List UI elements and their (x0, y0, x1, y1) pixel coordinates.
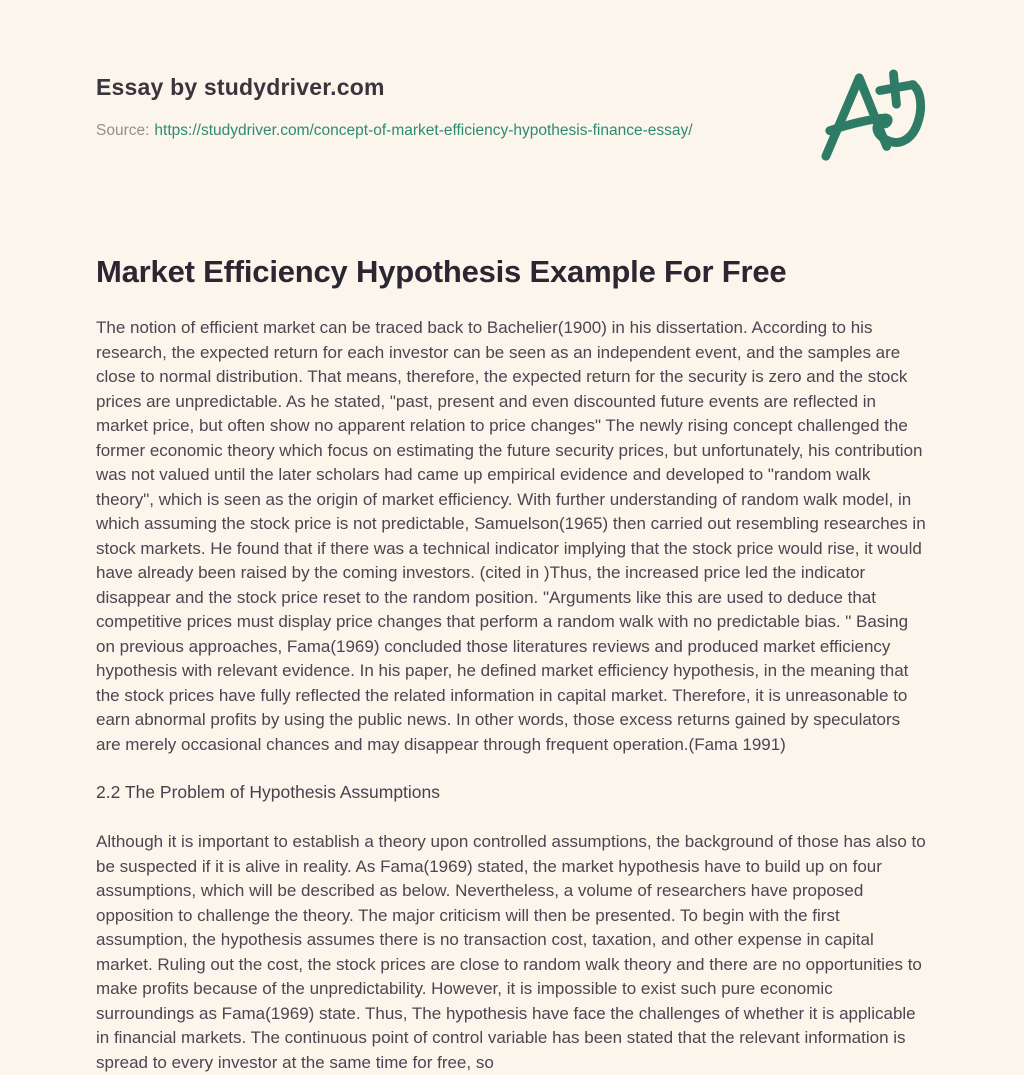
a-plus-logo-icon (810, 68, 928, 166)
essay-paragraph-2: Although it is important to establish a theory upon controlled assumptions, the background of those has also to be suspected if it is alive in reality. As Fama(1969) stated, the market hypothesis have to build up on four assumptions, which will be described as below. Nevertheless, a volume of researchers have proposed opposition to challenge the theory. The major criticism will then be presented. To begin with the first assumption, the hypothesis assumes there is no transaction cost, taxation, and other expense in capital market. Ruling out the cost, the stock prices are close to random walk theory and there are no opportunities to make profits because of the unpredictability. However, it is impossible to exist such pure economic surroundings as Fama(1969) state. Thus, The hypothesis have face the challenges of whether it is applicable in financial markets. The continuous point of control variable has been stated that the relevant information is spread to every investor at the same time for free, so (96, 832, 926, 1072)
essay-content (96, 254, 928, 1075)
source-line (96, 122, 693, 140)
header-text-block (96, 74, 693, 140)
section-heading: 2.2 The Problem of Hypothesis Assumptions (96, 782, 441, 802)
essay-title: Market Efficiency Hypothesis Example For Free (96, 254, 787, 289)
header (96, 74, 928, 166)
source-link[interactable]: https://studydriver.com/concept-of-market-efficiency-hypothesis-finance-essay/ (154, 122, 693, 139)
source-label: Source: (96, 122, 150, 139)
essay-page (96, 0, 928, 1075)
page-title: Essay by studydriver.com (96, 74, 385, 100)
essay-paragraph-1: The notion of efficient market can be traced back to Bachelier(1900) in his dissertation. According to his research, the expected return for each investor can be seen as an independent event, and the samples are close to normal distribution. That means, therefore, the expected return for the security is zero and the stock prices are unpredictable. As he stated, "past, present and even discounted future events are reflected in market price, but often show no apparent relation to price changes" The newly rising concept challenged the former economic theory which focus on estimating the future security prices, but unfortunately, his contribution was not valued until the later scholars had came up empirical evidence and developed to "random walk theory", which is seen as the origin of market efficiency. With further understanding of random walk model, in which assuming the stock price is not predictable, Samuelson(1965) then carried out resembling researches in stock markets. He found that if there was a technical indicator implying that the stock price would rise, it would have already been raised by the coming investors. (cited in )Thus, the increased price led the indicator disappear and the stock price reset to the random position. "Arguments like this are used to deduce that competitive prices must display price changes that perform a random walk with no predictable bias. " Basing on previous approaches, Fama(1969) concluded those literatures reviews and produced market efficiency hypothesis with relevant evidence. In his paper, he defined market efficiency hypothesis, in the meaning that the stock prices have fully reflected the related information in capital market. Therefore, it is unreasonable to earn abnormal profits by using the public news. In other words, those excess returns gained by speculators are merely occasional chances and may disappear through frequent operation.(Fama 1991) (96, 318, 926, 754)
